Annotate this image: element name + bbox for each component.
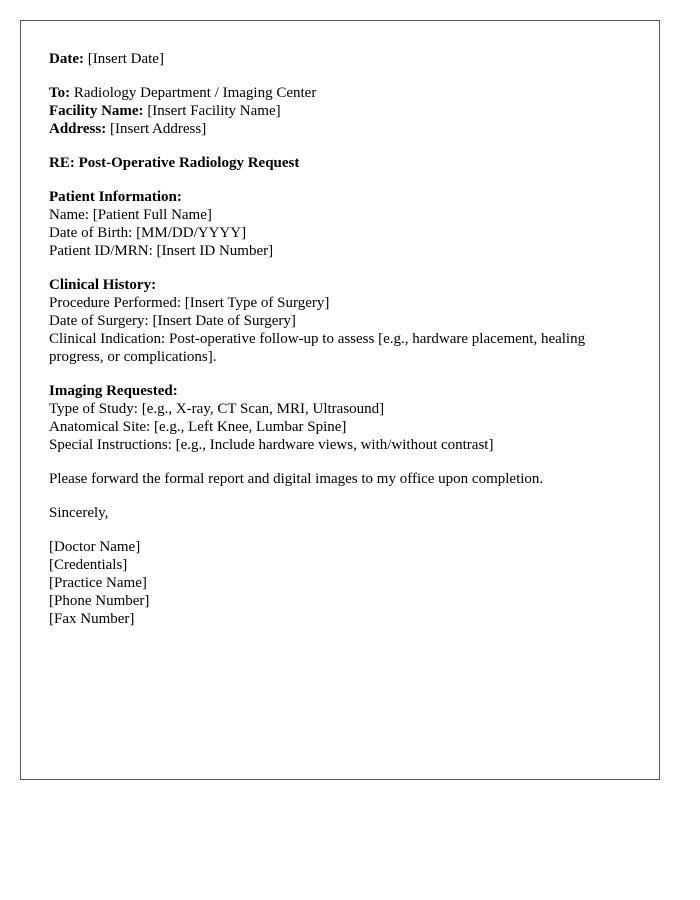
address-label: Address: [49, 121, 107, 137]
patient-dob: Date of Birth: [MM/DD/YYYY] [49, 225, 247, 241]
patient-info-block [49, 188, 631, 260]
anatomical-site: Anatomical Site: [e.g., Left Knee, Lumbar Spine] [49, 419, 347, 435]
recipient-block [49, 84, 631, 138]
sign-off-block [49, 504, 631, 522]
fax-number: [Fax Number] [49, 611, 135, 627]
sign-off: Sincerely, [49, 505, 109, 521]
procedure-performed: Procedure Performed: [Insert Type of Surgery] [49, 295, 330, 311]
special-instructions: Special Instructions: [e.g., Include hardware views, with/without contrast] [49, 437, 494, 453]
address-line [49, 120, 631, 138]
credentials: [Credentials] [49, 557, 128, 573]
phone-number: [Phone Number] [49, 593, 150, 609]
closing-request: Please forward the formal report and digital images to my office upon completion. [49, 471, 544, 487]
patient-name: Name: [Patient Full Name] [49, 207, 212, 223]
to-value: Radiology Department / Imaging Center [73, 85, 317, 101]
facility-label: Facility Name: [49, 103, 144, 119]
date-line [49, 50, 631, 68]
imaging-requested-block [49, 382, 631, 454]
date-of-surgery: Date of Surgery: [Insert Date of Surgery] [49, 313, 296, 329]
clinical-indication: Clinical Indication: Post-operative follow-up to assess [e.g., hardware placement, healing progress, or complications]. [49, 331, 586, 365]
clinical-history-block [49, 276, 631, 366]
date-value: [Insert Date] [87, 51, 164, 67]
address-value: [Insert Address] [109, 121, 207, 137]
closing-request-block [49, 470, 631, 488]
patient-id: Patient ID/MRN: [Insert ID Number] [49, 243, 274, 259]
subject-line: RE: Post-Operative Radiology Request [49, 155, 300, 171]
facility-line [49, 102, 631, 120]
doctor-name: [Doctor Name] [49, 539, 141, 555]
signature-block [49, 538, 631, 628]
clinical-history-heading: Clinical History: [49, 277, 157, 293]
to-label: To: [49, 85, 71, 101]
imaging-requested-heading: Imaging Requested: [49, 383, 178, 399]
letter-page [20, 20, 660, 780]
to-line [49, 84, 631, 102]
type-of-study: Type of Study: [e.g., X-ray, CT Scan, MRI, Ultrasound] [49, 401, 385, 417]
date-label: Date: [49, 51, 84, 67]
facility-value: [Insert Facility Name] [147, 103, 281, 119]
practice-name: [Practice Name] [49, 575, 147, 591]
date-block [49, 50, 631, 68]
patient-info-heading: Patient Information: [49, 189, 182, 205]
subject-block [49, 154, 631, 172]
